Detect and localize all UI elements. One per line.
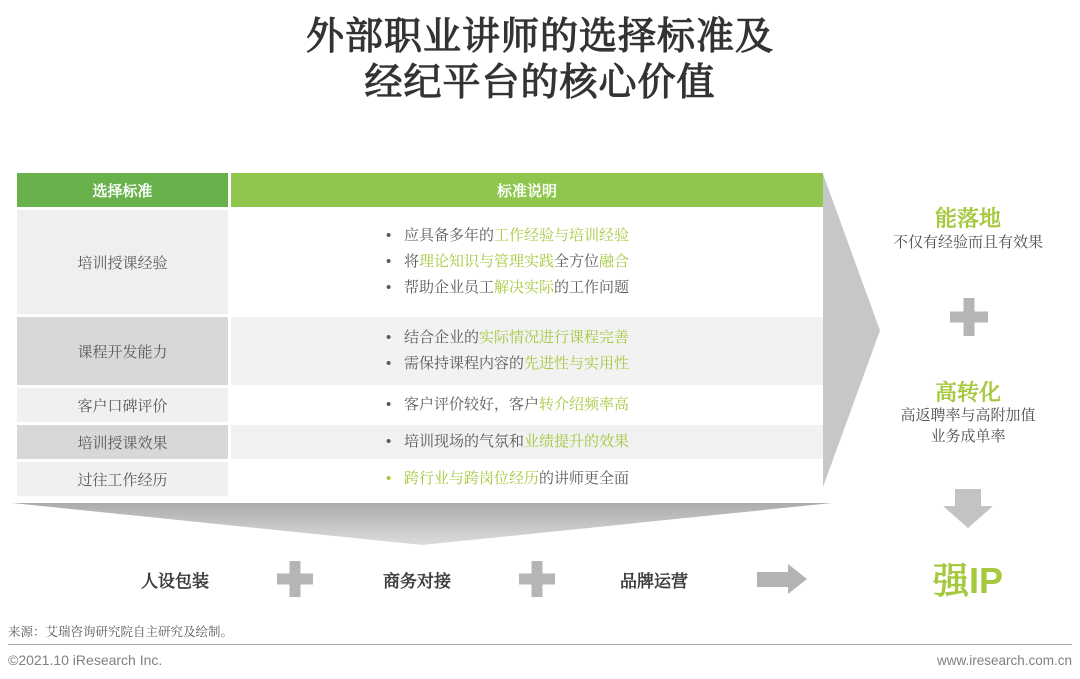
bullet-dot-icon: • [386, 470, 392, 487]
highlighted-text: 实际情况进行课程完善 [479, 329, 630, 346]
plain-text: 应具备多年的 [404, 227, 495, 244]
plain-text: 全方位 [554, 253, 600, 270]
criteria-description-cell [231, 317, 823, 385]
highlighted-text: 工作经验与培训经验 [494, 227, 630, 244]
big-arrow-down-icon [12, 503, 832, 545]
plain-text: 客户评价较好，客户 [404, 396, 540, 413]
plain-text: 结合企业的 [404, 329, 480, 346]
highlighted-text: 解决实际 [494, 279, 555, 296]
criteria-label: 客户口碑评价 [17, 388, 228, 422]
footer-divider [8, 644, 1072, 645]
copyright-text: ©2021.10 iResearch Inc. [8, 652, 163, 668]
plain-text: 的讲师更全面 [539, 470, 630, 487]
highlighted-text: 业绩提升的效果 [524, 433, 630, 450]
website-text: www.iresearch.com.cn [936, 653, 1072, 668]
table-row [17, 462, 823, 496]
plain-text: 将 [404, 253, 420, 270]
table-row [17, 388, 823, 422]
bullet-item [386, 249, 823, 275]
value1-title: 能落地 [934, 206, 1001, 231]
highlighted-text: 融合 [599, 253, 630, 270]
table-body [17, 210, 823, 496]
value2-description-line1: 高返聘率与高附加值 [900, 407, 1036, 424]
value1-description: 不仅有经验而且有效果 [892, 234, 1043, 251]
highlighted-text: 跨行业与跨岗位经历 [404, 470, 540, 487]
bullet-item [386, 223, 823, 249]
bullet-item [386, 466, 823, 492]
bullet-item [386, 351, 823, 377]
arrow-right-icon [757, 564, 807, 594]
table-row [17, 425, 823, 459]
bullet-item [386, 392, 823, 418]
criteria-table [17, 173, 823, 496]
plain-text: 需保持课程内容的 [404, 355, 525, 372]
criteria-description-cell [231, 425, 823, 459]
plus-icon [519, 561, 555, 597]
flow-item-business: 商务对接 [383, 572, 451, 591]
value-panel [854, 0, 1080, 679]
criteria-description-cell [231, 210, 823, 314]
bullet-dot-icon: • [386, 433, 392, 450]
highlighted-text: 先进性与实用性 [524, 355, 630, 372]
flow-item-persona: 人设包装 [141, 572, 209, 591]
bullet-dot-icon: • [386, 396, 392, 413]
bullet-dot-icon: • [386, 227, 392, 244]
table-header-description: 标准说明 [231, 173, 823, 207]
plus-icon [950, 298, 988, 336]
page-title-line1: 外部职业讲师的选择标准及 [305, 16, 774, 58]
bullet-item [386, 325, 823, 351]
table-row [17, 210, 823, 314]
bullet-dot-icon: • [386, 279, 392, 296]
plain-text: 培训现场的气氛和 [404, 433, 525, 450]
source-note: 来源：艾瑞咨询研究院自主研究及绘制。 [8, 625, 234, 639]
table-row [17, 317, 823, 385]
flow-item-brand: 品牌运营 [620, 572, 688, 591]
plus-icon [277, 561, 313, 597]
criteria-label: 过往工作经历 [17, 462, 228, 496]
criteria-description-cell [231, 462, 823, 496]
bullet-item [386, 275, 823, 301]
criteria-label: 培训授课效果 [17, 425, 228, 459]
bullet-dot-icon: • [386, 253, 392, 270]
highlighted-text: 理论知识与管理实践 [419, 253, 555, 270]
criteria-label: 培训授课经验 [17, 210, 228, 314]
bullet-dot-icon: • [386, 355, 392, 372]
result-label: 强IP [932, 560, 1003, 601]
plain-text: 的工作问题 [554, 279, 630, 296]
table-header-criteria: 选择标准 [17, 173, 228, 207]
value2-title: 高转化 [934, 380, 1001, 405]
criteria-description-cell [231, 388, 823, 422]
value2-description [854, 405, 1080, 447]
bullet-item [386, 429, 823, 455]
table-header-row [17, 173, 823, 207]
plain-text: 帮助企业员工 [404, 279, 495, 296]
value2-description-line2: 业务成单率 [930, 428, 1006, 445]
page-title-line2: 经纪平台的核心价值 [364, 62, 716, 104]
bullet-dot-icon: • [386, 329, 392, 346]
criteria-label: 课程开发能力 [17, 317, 228, 385]
highlighted-text: 转介绍频率高 [539, 396, 630, 413]
arrow-down-icon [943, 489, 993, 528]
